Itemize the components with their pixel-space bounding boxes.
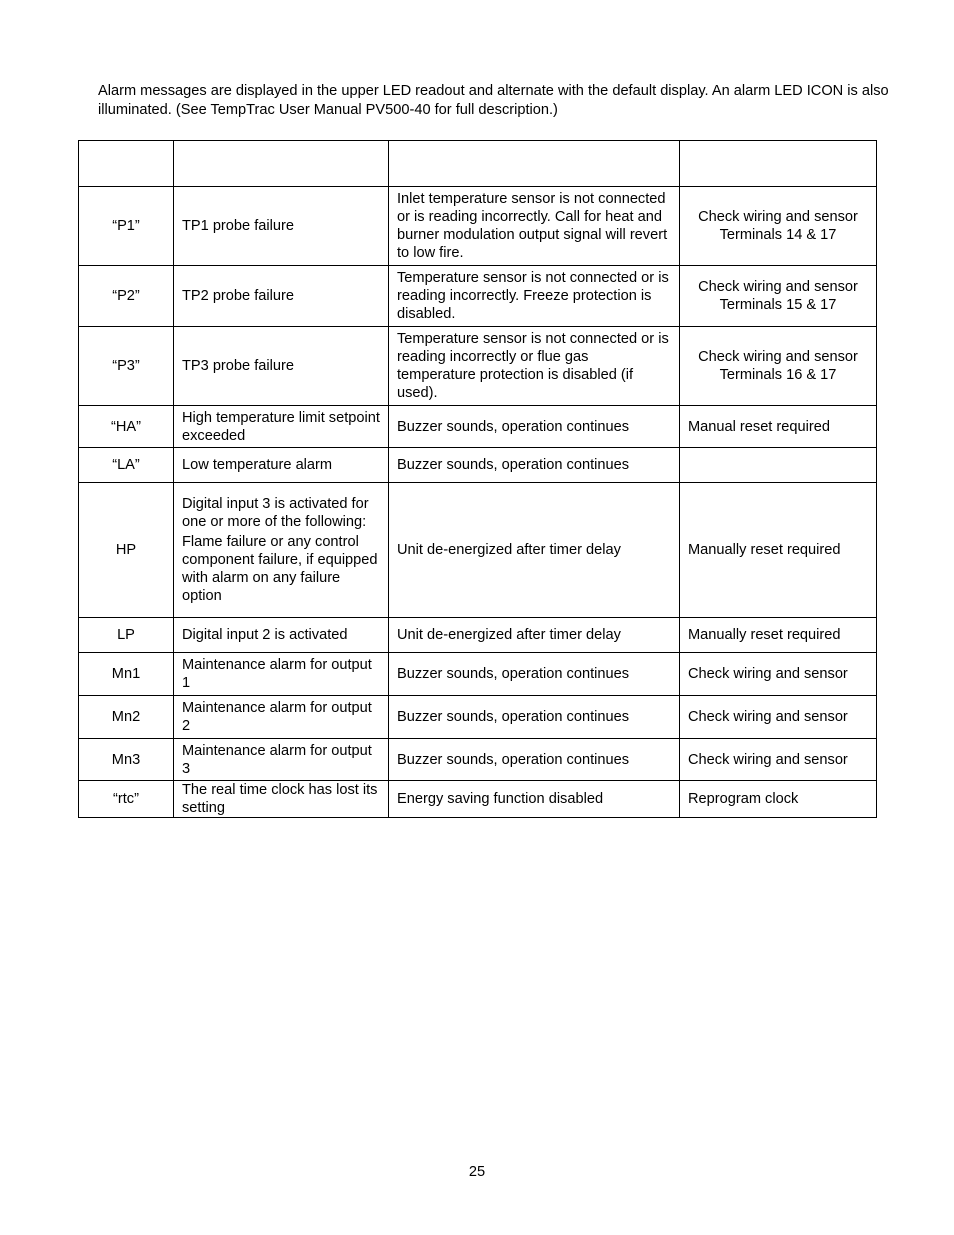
alarm-code: “LA” <box>79 448 174 483</box>
alarm-code: “P2” <box>79 266 174 327</box>
alarm-cause: Maintenance alarm for output 1 <box>174 653 389 696</box>
alarm-cause: Digital input 2 is activated <box>174 618 389 653</box>
alarm-table <box>78 140 877 818</box>
alarm-action: Check wiring and sensor Terminals 14 & 17 <box>680 187 877 266</box>
alarm-code: LP <box>79 618 174 653</box>
alarm-effect: Buzzer sounds, operation continues <box>389 653 680 696</box>
header-cell <box>79 141 174 187</box>
alarm-cause: Low temperature alarm <box>174 448 389 483</box>
alarm-effect: Unit de-energized after timer delay <box>389 483 680 618</box>
alarm-code: “P1” <box>79 187 174 266</box>
header-cell <box>389 141 680 187</box>
table-row <box>79 696 877 739</box>
alarm-code: HP <box>79 483 174 618</box>
alarm-action: Check wiring and sensor Terminals 15 & 17 <box>680 266 877 327</box>
alarm-action: Manual reset required <box>680 406 877 448</box>
alarm-code: “P3” <box>79 327 174 406</box>
alarm-effect: Energy saving function disabled <box>389 781 680 818</box>
alarm-cause-cell <box>174 483 389 618</box>
header-cell <box>174 141 389 187</box>
alarm-action: Check wiring and sensor Terminals 16 & 17 <box>680 327 877 406</box>
alarm-cause: Maintenance alarm for output 3 <box>174 739 389 781</box>
alarm-effect: Buzzer sounds, operation continues <box>389 739 680 781</box>
alarm-code: “HA” <box>79 406 174 448</box>
table-row <box>79 406 877 448</box>
alarm-action <box>680 448 877 483</box>
intro-paragraph: Alarm messages are displayed in the upper LED readout and alternate with the default display. An alarm LED ICON is also illuminated. (See TempTrac User Manual PV500-40 for full description.) <box>98 83 889 118</box>
alarm-action: Check wiring and sensor <box>680 696 877 739</box>
alarm-cause: The real time clock has lost its setting <box>174 781 389 818</box>
alarm-code: “rtc” <box>79 781 174 818</box>
table-row <box>79 448 877 483</box>
alarm-cause-detail: Flame failure or any control component failure, if equipped with alarm on any failure option <box>182 534 378 604</box>
alarm-effect: Buzzer sounds, operation continues <box>389 696 680 739</box>
page-number: 25 <box>468 1164 486 1180</box>
table-row <box>79 618 877 653</box>
table-row <box>79 187 877 266</box>
table-row <box>79 781 877 818</box>
alarm-effect: Temperature sensor is not connected or is reading incorrectly. Freeze protection is disabled. <box>389 266 680 327</box>
alarm-action: Manually reset required <box>680 618 877 653</box>
table-row <box>79 327 877 406</box>
alarm-effect: Unit de-energized after timer delay <box>389 618 680 653</box>
alarm-cause: TP2 probe failure <box>174 266 389 327</box>
alarm-action: Check wiring and sensor <box>680 739 877 781</box>
table-row <box>79 266 877 327</box>
table-row <box>79 739 877 781</box>
alarm-cause: TP3 probe failure <box>174 327 389 406</box>
alarm-effect: Inlet temperature sensor is not connected or is reading incorrectly. Call for heat and burner modulation output signal will revert to low fire. <box>389 187 680 266</box>
alarm-action: Reprogram clock <box>680 781 877 818</box>
alarm-cause: TP1 probe failure <box>174 187 389 266</box>
alarm-action: Manually reset required <box>680 483 877 618</box>
alarm-cause: Maintenance alarm for output 2 <box>174 696 389 739</box>
table-row <box>79 483 877 618</box>
alarm-action: Check wiring and sensor <box>680 653 877 696</box>
alarm-effect: Buzzer sounds, operation continues <box>389 448 680 483</box>
alarm-cause: High temperature limit setpoint exceeded <box>174 406 389 448</box>
header-cell <box>680 141 877 187</box>
alarm-code: Mn2 <box>79 696 174 739</box>
alarm-effect: Buzzer sounds, operation continues <box>389 406 680 448</box>
table-header-row <box>79 141 877 187</box>
alarm-effect: Temperature sensor is not connected or is reading incorrectly or flue gas temperature protection is disabled (if used). <box>389 327 680 406</box>
alarm-code: Mn3 <box>79 739 174 781</box>
alarm-code: Mn1 <box>79 653 174 696</box>
alarm-cause: Digital input 3 is activated for one or more of the following: <box>182 496 369 530</box>
table-row <box>79 653 877 696</box>
